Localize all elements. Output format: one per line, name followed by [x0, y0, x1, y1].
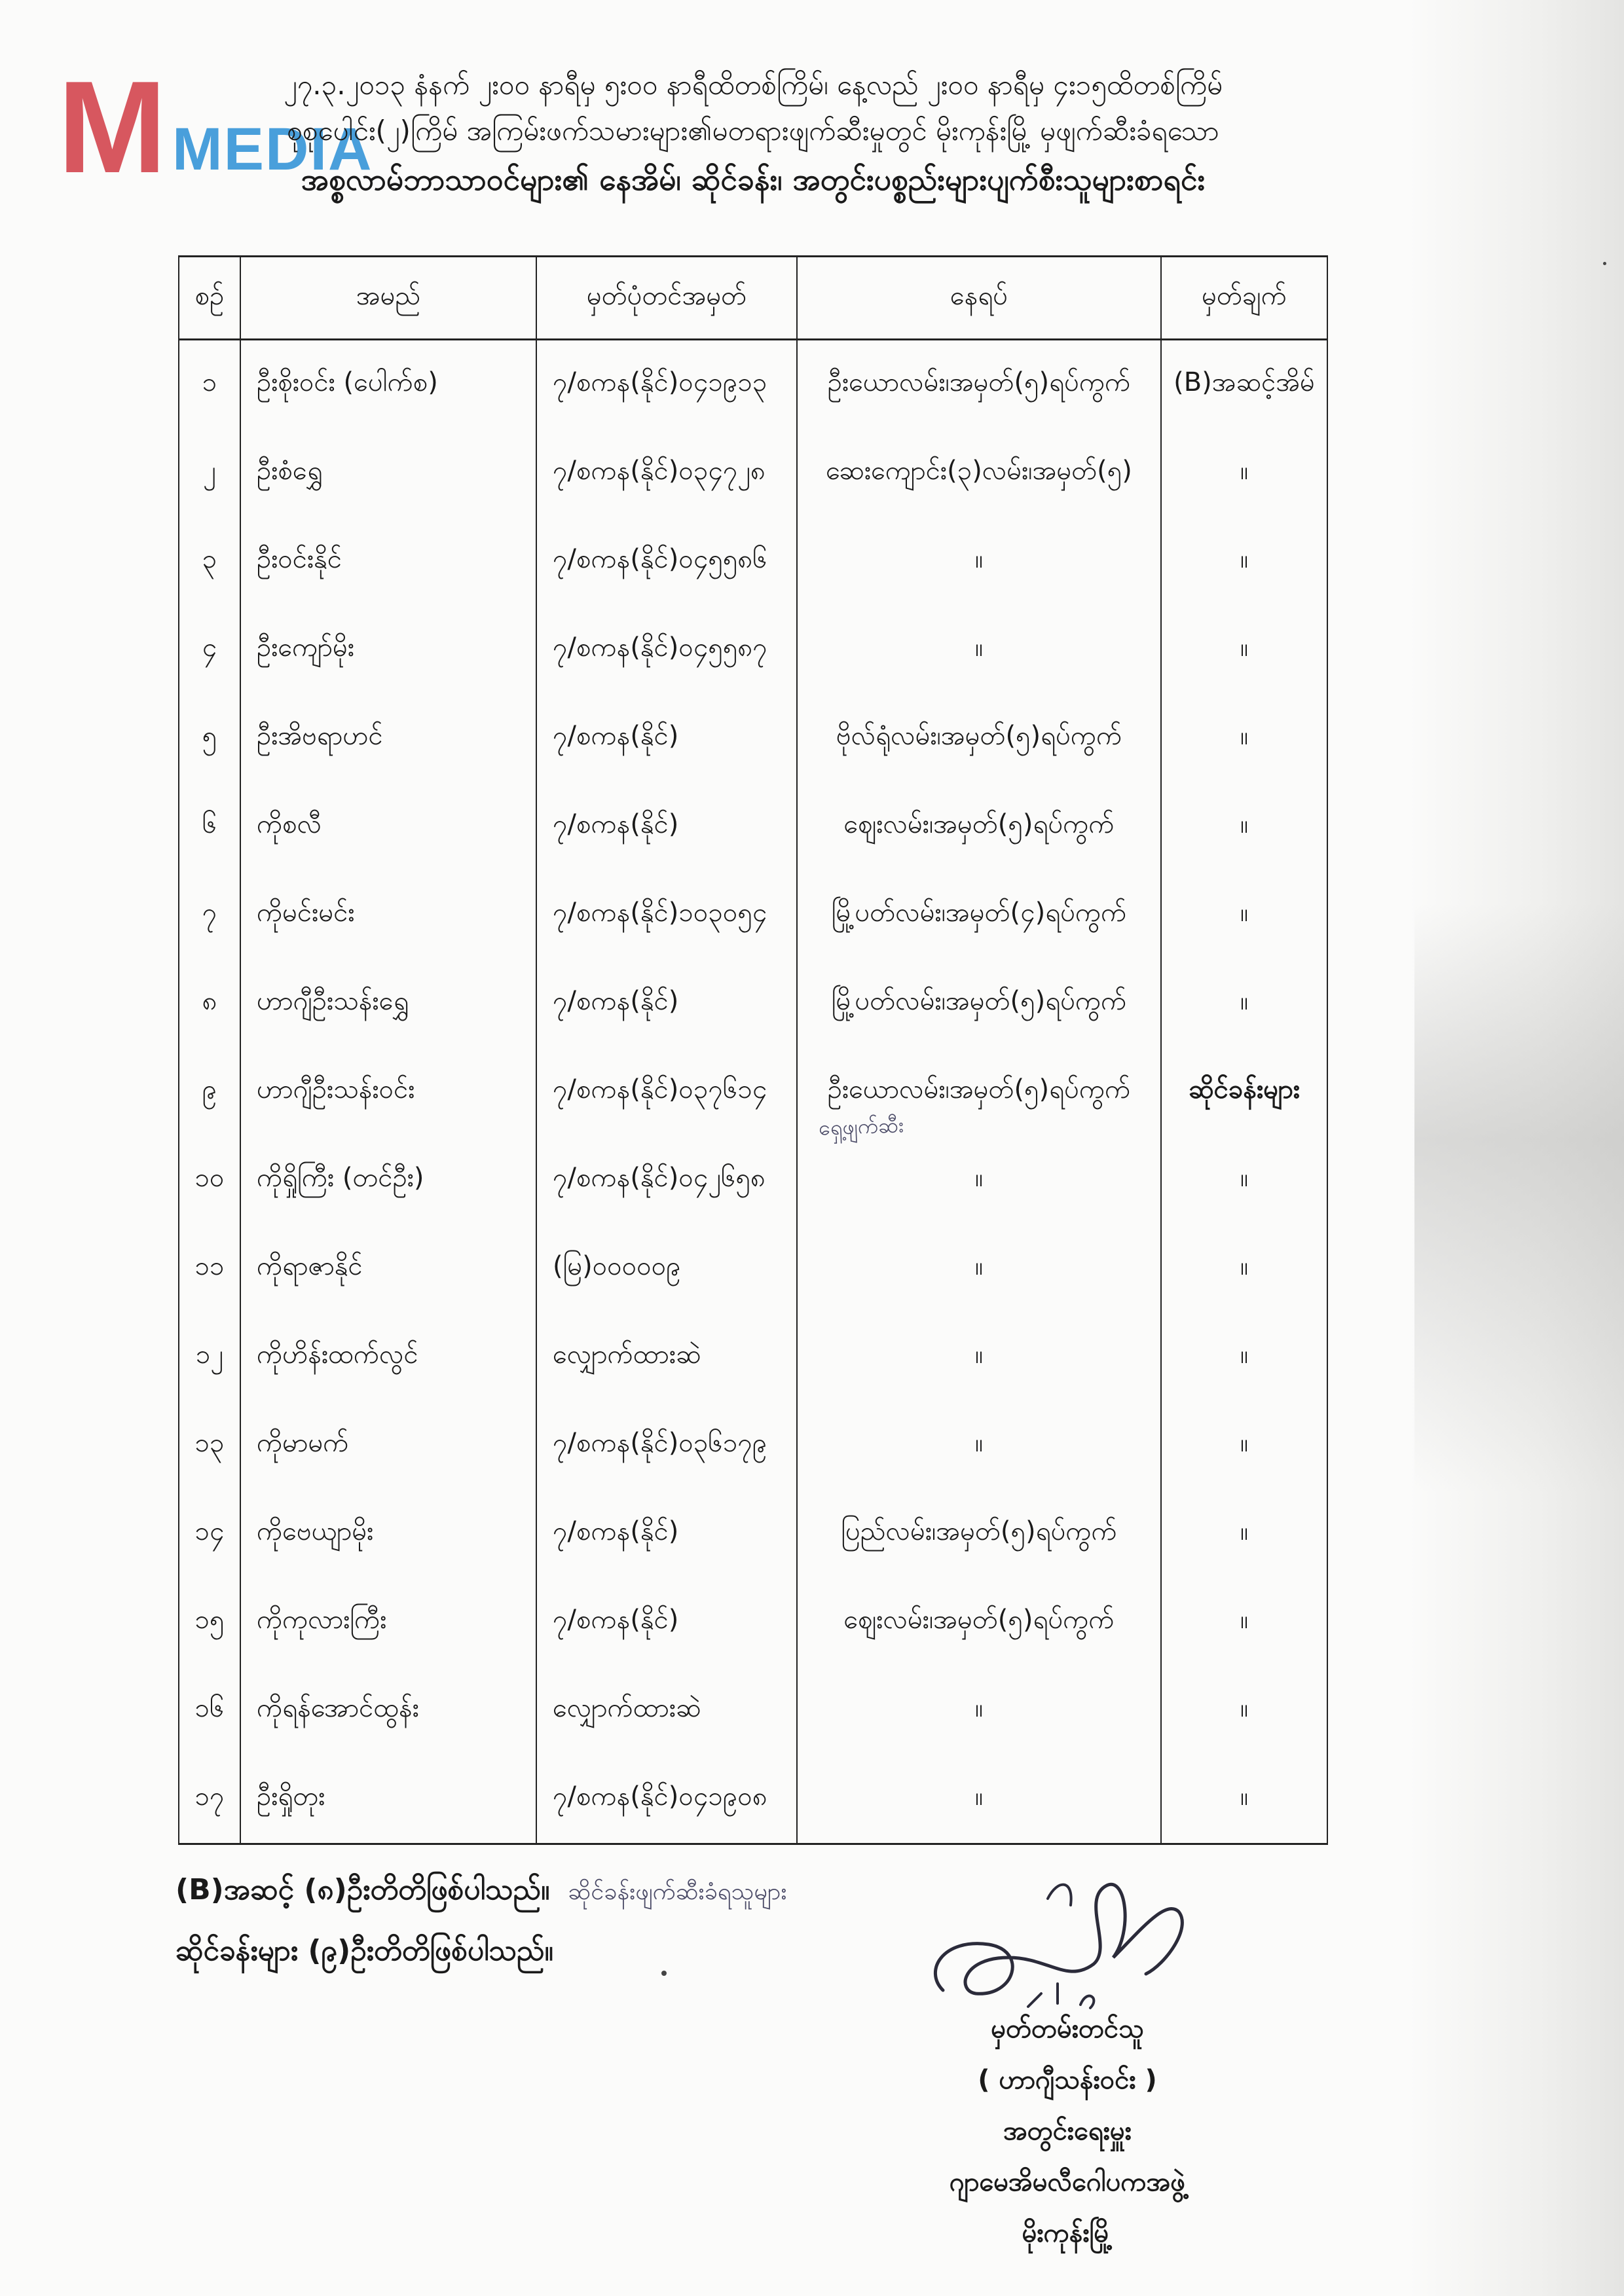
remark: ။: [1161, 1136, 1327, 1224]
summary-b-grade: (B)အဆင့် (၈)ဦးတိတိဖြစ်ပါသည်။: [175, 1873, 550, 1906]
remark: (B)အဆင့်အိမ်: [1161, 340, 1327, 429]
header-title: အစ္စလာမ်ဘာသာဝင်များ၏ နေအိမ်၊ ဆိုင်ခန်း၊ အတွင်းပစ္စည်းများပျက်စီးသူများစာရင်း: [301, 162, 1206, 197]
address: ဦးယောလမ်း၊အမှတ်(၅)ရပ်ကွက်: [797, 1048, 1161, 1136]
address: မြို့ပတ်လမ်း၊အမှတ်(၅)ရပ်ကွက်: [797, 959, 1161, 1048]
address: ။: [797, 1401, 1161, 1489]
victims-table: [178, 255, 1328, 1845]
person-name: ဟာဂျီဦးသန်းဝင်း: [240, 1048, 536, 1136]
person-name: ကိုကုလားကြီး: [240, 1578, 536, 1666]
address: ။: [797, 517, 1161, 606]
table-row: [179, 1048, 1327, 1136]
address: ။: [797, 606, 1161, 694]
row-number: ၁၇: [179, 1755, 240, 1844]
nrc-number: ၇/စကန(နိုင်): [536, 959, 797, 1048]
table-row: [179, 959, 1327, 1048]
signer-town: မိုးကုန်းမြို့: [1022, 2218, 1113, 2248]
scan-speck: [1603, 262, 1606, 265]
nrc-number: ၇/စကန(နိုင်)၁၀၃၀၅၄: [536, 871, 797, 959]
remark: ။: [1161, 1578, 1327, 1666]
remark: ။: [1161, 959, 1327, 1048]
remark: ။: [1161, 1401, 1327, 1489]
person-name: ဟာဂျီဦးသန်းရွှေ: [240, 959, 536, 1048]
row-number: ၁၅: [179, 1578, 240, 1666]
nrc-number: ၇/စကန(နိုင်)၀၃၆၁၇၉: [536, 1401, 797, 1489]
scan-smudge: [1414, 903, 1624, 1493]
signature-block: [838, 2003, 1297, 2259]
row-number: ၇: [179, 871, 240, 959]
signer-title: အတွင်းရေးမှူး: [1003, 2116, 1132, 2146]
nrc-number: ၇/စကန(နိုင်)၀၃၇၆၁၄: [536, 1048, 797, 1136]
person-name: ကိုရန်အောင်ထွန်း: [240, 1666, 536, 1755]
address: ။: [797, 1136, 1161, 1224]
table-row: [179, 1401, 1327, 1489]
table-row: [179, 1666, 1327, 1755]
table-row: [179, 1755, 1327, 1844]
table-row: [179, 871, 1327, 959]
address: ဈေးလမ်း၊အမှတ်(၅)ရပ်ကွက်: [797, 1578, 1161, 1666]
col-header-no: စဉ်: [179, 257, 240, 340]
nrc-number: ၇/စကန(နိုင်)၀၄၁၉၁၃: [536, 340, 797, 429]
address: ။: [797, 1755, 1161, 1844]
nrc-number: ၇/စကန(နိုင်)၀၄၅၅၈၇: [536, 606, 797, 694]
handwritten-note: ဆိုင်ခန်းဖျက်ဆီးခံရသူများ: [568, 1878, 787, 1905]
row-number: ၁၄: [179, 1489, 240, 1578]
nrc-number: ၇/စကန(နိုင်): [536, 1489, 797, 1578]
row-number: ၈: [179, 959, 240, 1048]
signer-role: မှတ်တမ်းတင်သူ: [991, 2014, 1144, 2044]
col-header-name: အမည်: [240, 257, 536, 340]
row-number: ၁၁: [179, 1224, 240, 1313]
person-name: ကိုဗေယျာမိုး: [240, 1489, 536, 1578]
remark: ။: [1161, 429, 1327, 517]
nrc-number: ၇/စကန(နိုင်): [536, 782, 797, 871]
nrc-number: (မြ)၀၀၀၀၀၉: [536, 1224, 797, 1313]
signer-name: ( ဟာဂျီသန်းဝင်း ): [978, 2065, 1157, 2095]
row-number: ၃: [179, 517, 240, 606]
col-header-nrc: မှတ်ပုံတင်အမှတ်: [536, 257, 797, 340]
col-header-address: နေရပ်: [797, 257, 1161, 340]
row-number: ၁၃: [179, 1401, 240, 1489]
table-row: [179, 517, 1327, 606]
table-row: [179, 340, 1327, 429]
logo-m: M: [58, 54, 160, 200]
nrc-number: ၇/စကန(နိုင်)၀၃၄၇၂၈: [536, 429, 797, 517]
person-name: ကိုဟိန်းထက်လွင်: [240, 1313, 536, 1401]
address: ။: [797, 1666, 1161, 1755]
nrc-number: လျှောက်ထားဆဲ: [536, 1313, 797, 1401]
address: မြို့ပတ်လမ်း၊အမှတ်(၄)ရပ်ကွက်: [797, 871, 1161, 959]
row-number: ၂: [179, 429, 240, 517]
remark: ။: [1161, 1224, 1327, 1313]
remark: ဆိုင်ခန်းများ: [1161, 1048, 1327, 1136]
row-number: ၁: [179, 340, 240, 429]
logo-media: MEDIA: [172, 116, 373, 183]
document-header: [164, 62, 1342, 205]
address: ဆေးကျောင်း(၃)လမ်း၊အမှတ်(၅): [797, 429, 1161, 517]
row-number: ၄: [179, 606, 240, 694]
remark: ။: [1161, 606, 1327, 694]
person-name: ဦးစိုးဝင်း (ပေါက်စ): [240, 340, 536, 429]
remark: ။: [1161, 1489, 1327, 1578]
person-name: ဦးရှိုတုး: [240, 1755, 536, 1844]
person-name: ကိုမာမက်: [240, 1401, 536, 1489]
table-row: [179, 1224, 1327, 1313]
scan-speck: [661, 1971, 667, 1976]
nrc-number: ၇/စကန(နိုင်): [536, 694, 797, 782]
person-name: ကိုမင်းမင်း: [240, 871, 536, 959]
person-name: ကိုရှိုကြီး (တင်ဦး): [240, 1136, 536, 1224]
person-name: ဦးကျော်မိုး: [240, 606, 536, 694]
address: ပြည်လမ်း၊အမှတ်(၅)ရပ်ကွက်: [797, 1489, 1161, 1578]
address: ။: [797, 1313, 1161, 1401]
person-name: ဦးစံရွှေ: [240, 429, 536, 517]
person-name: ကိုစလီ: [240, 782, 536, 871]
nrc-number: လျှောက်ထားဆဲ: [536, 1666, 797, 1755]
remark: ။: [1161, 694, 1327, 782]
table-row: [179, 1578, 1327, 1666]
signer-organization: ဂျာမေအိမလီဂေါပကအဖွဲ့: [949, 2167, 1186, 2197]
table-row: [179, 1136, 1327, 1224]
table-header-row: [179, 257, 1327, 340]
table-row: [179, 606, 1327, 694]
person-name: ကိုရာဇာနိုင်: [240, 1224, 536, 1313]
nrc-number: ၇/စကန(နိုင်)၀၄၅၅၈၆: [536, 517, 797, 606]
address: ။: [797, 1224, 1161, 1313]
row-number: ၆: [179, 782, 240, 871]
table-row: [179, 694, 1327, 782]
col-header-remark: မှတ်ချက်: [1161, 257, 1327, 340]
remark: ။: [1161, 1313, 1327, 1401]
remark: ။: [1161, 1755, 1327, 1844]
table-row: [179, 1489, 1327, 1578]
person-name: ဦးအိဗရာဟင်: [240, 694, 536, 782]
address: ဗိုလ်ရုံလမ်း၊အမှတ်(၅)ရပ်ကွက်: [797, 694, 1161, 782]
row-number: ၉: [179, 1048, 240, 1136]
row-number: ၁၆: [179, 1666, 240, 1755]
remark: ။: [1161, 517, 1327, 606]
row-number: ၅: [179, 694, 240, 782]
row-number: ၁၀: [179, 1136, 240, 1224]
remark: ။: [1161, 871, 1327, 959]
address: ဈေးလမ်း၊အမှတ်(၅)ရပ်ကွက်: [797, 782, 1161, 871]
header-line-1: ၂၇.၃.၂၀၁၃ နံနက် ၂း၀၀ နာရီမှ ၅း၀၀ နာရီထိတစ်ကြိမ်၊ နေ့လည် ၂း၀၀ နာရီမှ ၄း၁၅ထိတစ်ကြိမ်: [283, 69, 1223, 101]
summary-shops: ဆိုင်ခန်းများ (၉)ဦးတိတိဖြစ်ပါသည်။: [175, 1934, 553, 1967]
remark: ။: [1161, 782, 1327, 871]
header-line-2: စုစုပေါင်း(၂)ကြိမ် အကြမ်းဖက်သမားများ၏မတရားဖျက်ဆီးမှုတွင် မိုးကုန်းမြို့ မှဖျက်ဆီးခံရသော: [287, 115, 1219, 147]
handwritten-row-note: ရှေ့ဖျက်ဆီး: [818, 1112, 904, 1140]
table-row: [179, 782, 1327, 871]
address: ဦးယောလမ်း၊အမှတ်(၅)ရပ်ကွက်: [797, 340, 1161, 429]
table-row: [179, 1313, 1327, 1401]
row-number: ၁၂: [179, 1313, 240, 1401]
nrc-number: ၇/စကန(နိုင်)၀၄၁၉၀၈: [536, 1755, 797, 1844]
nrc-number: ၇/စကန(နိုင်): [536, 1578, 797, 1666]
person-name: ဦးဝင်းနိုင်: [240, 517, 536, 606]
remark: ။: [1161, 1666, 1327, 1755]
table-row: [179, 429, 1327, 517]
nrc-number: ၇/စကန(နိုင်)၀၄၂၆၅၈: [536, 1136, 797, 1224]
